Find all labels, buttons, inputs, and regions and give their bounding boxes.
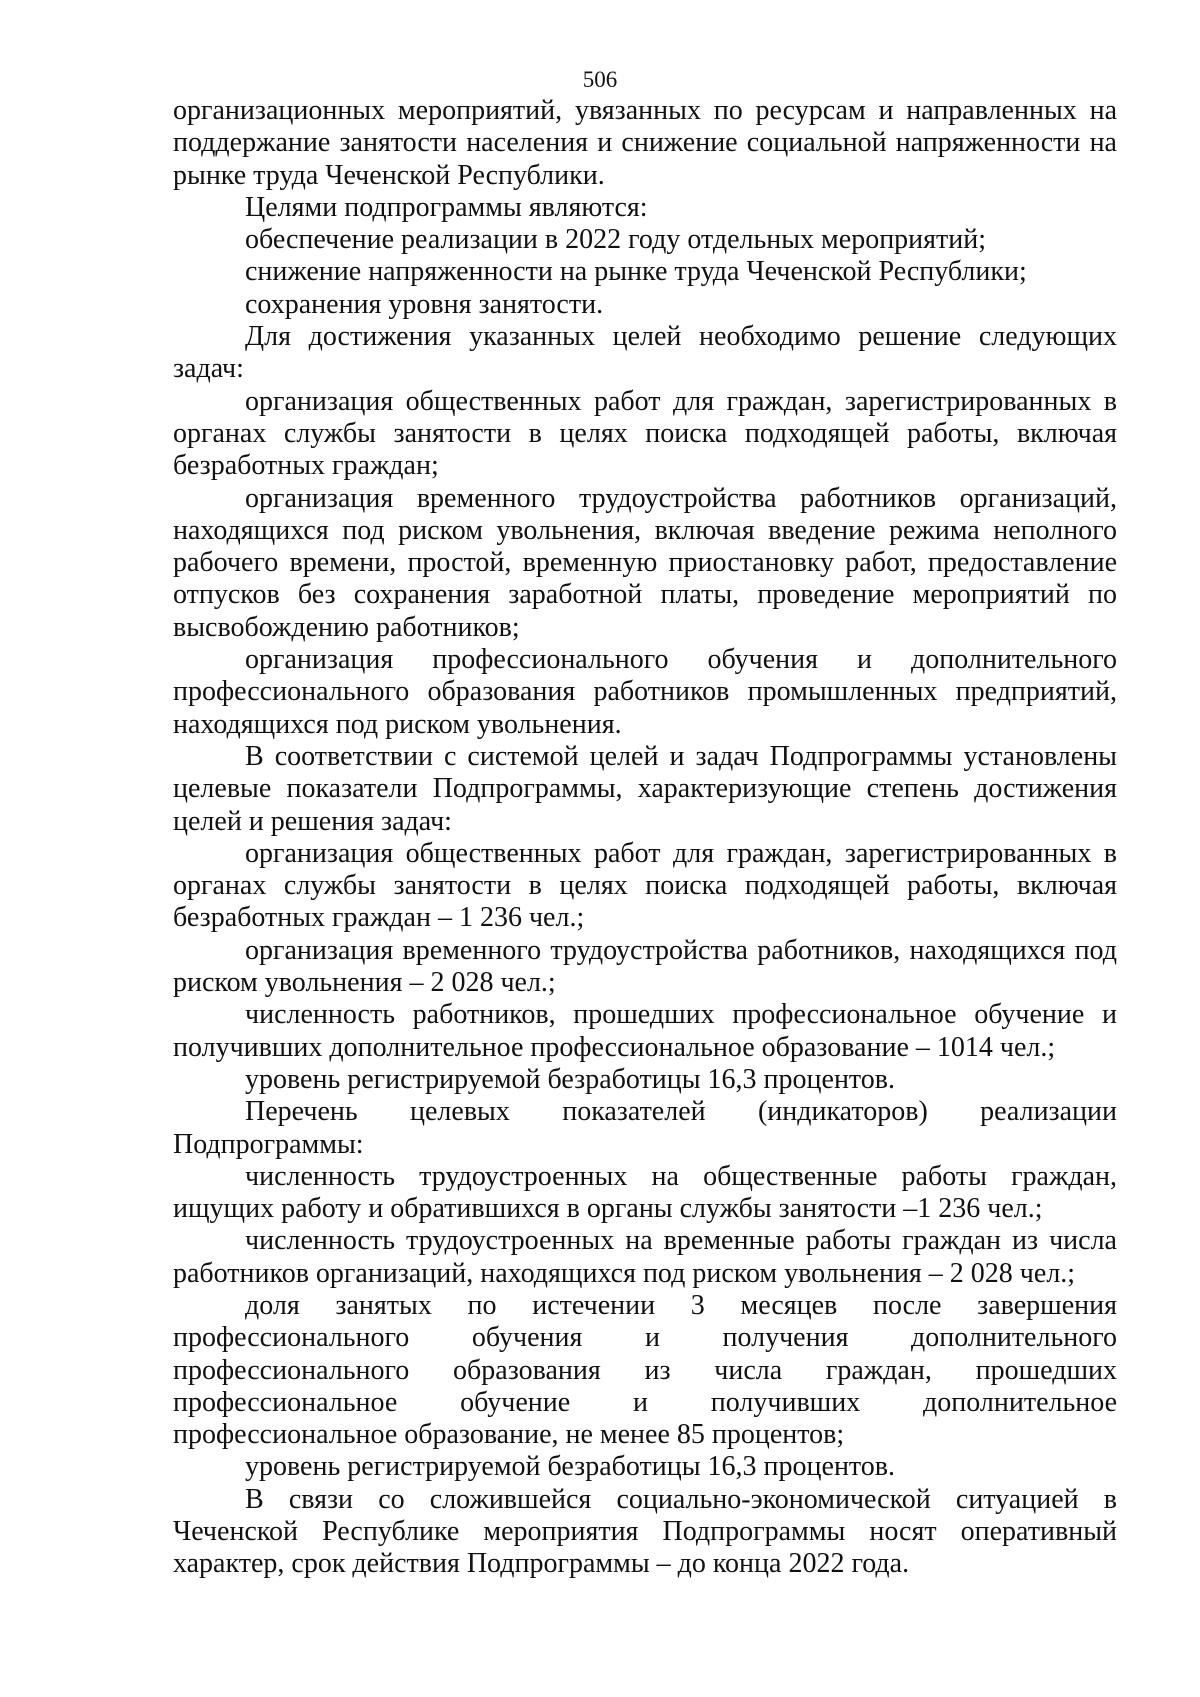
paragraph-indicator-4: уровень регистрируемой безработицы 16,3 процентов. [245, 1063, 896, 1095]
page-number: 506 [582, 67, 618, 92]
paragraph-list-item-1: численность трудоустроенных на общественные работы граждан, ищущих работу и обратившихся в органы службы занятости –1 236 чел.; [173, 1160, 1117, 1225]
paragraph-indicator-1: организация общественных работ для граждан, зарегистрированных в органах службы занятости в целях поиска подходящей работы, включая безработных граждан – 1 236 чел.; [173, 837, 1117, 934]
paragraph-list-item-2: численность трудоустроенных на временные работы граждан из числа работников организаций, находящихся под риском увольнения – 2 028 чел.; [173, 1225, 1117, 1289]
paragraph-conclusion: В связи со сложившейся социально-экономической ситуацией в Чеченской Республике мероприятия Подпрограммы носят оперативный характер, срок действия Подпрограммы – до конца 2022 года. [173, 1483, 1117, 1580]
paragraph-task-2: организация временного трудоустройства работников организаций, находящихся под риском увольнения, включая введение режима неполного рабочего времени, простой, временную приостановку работ, предоставление отпусков без сохранения заработной платы, проведение мероприятий по высвобождению работников; [173, 482, 1117, 643]
paragraph-continuation: организационных мероприятий, увязанных по ресурсам и направленных на поддержание занятости населения и снижение социальной напряженности на рынке труда Чеченской Республики. [173, 95, 1117, 191]
paragraph-task-1: организация общественных работ для граждан, зарегистрированных в органах службы занятости в целях поиска подходящей работы, включая безработных граждан; [173, 385, 1117, 482]
paragraph-list-item-3: доля занятых по истечении 3 месяцев после завершения профессионального обучения и получения дополнительного профессионального образования из числа граждан, прошедших профессиональное обучение и получивших дополнительное профессиональное образование, не менее 85 процентов; [173, 1289, 1117, 1451]
paragraph-indicators-intro: В соответствии с системой целей и задач Подпрограммы установлены целевые показатели Подпрограммы, характеризующие степень достижения целей и решения задач: [173, 740, 1117, 837]
paragraph-list-item-4: уровень регистрируемой безработицы 16,3 процентов. [245, 1451, 896, 1483]
paragraph-tasks-heading: Для достижения указанных целей необходимо решение следующих задач: [173, 321, 1117, 385]
paragraph-task-3: организация профессионального обучения и дополнительного профессионального образования работников промышленных предприятий, находящихся под риском увольнения. [173, 644, 1117, 740]
paragraph-list-heading: Перечень целевых показателей (индикаторов) реализации Подпрограммы: [173, 1096, 1117, 1160]
paragraph-indicator-2: организация временного трудоустройства работников, находящихся под риском увольнения – 2 028 чел.; [173, 934, 1117, 999]
paragraph-goal-3: сохранения уровня занятости. [245, 288, 604, 320]
paragraph-indicator-3: численность работников, прошедших профессиональное обучение и получивших дополнительное профессиональное образование – 1014 чел.; [173, 999, 1117, 1063]
paragraph-goal-2: снижение напряженности на рынке труда Чеченской Республики; [245, 256, 1027, 288]
paragraph-goal-1: обеспечение реализации в 2022 году отдельных мероприятий; [245, 224, 987, 256]
document-body [173, 95, 1117, 1581]
paragraph-goals-heading: Целями подпрограммы являются: [245, 191, 648, 223]
